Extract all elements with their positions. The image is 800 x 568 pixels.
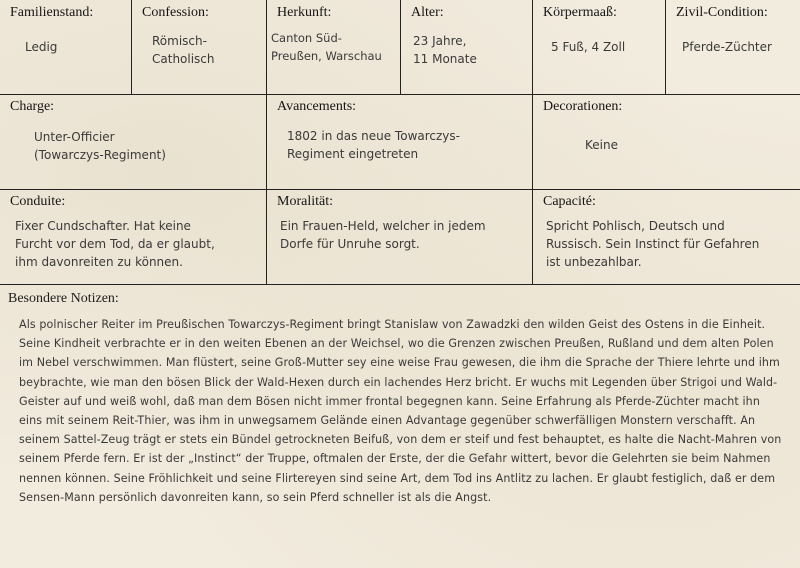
cell-familienstand [0,0,132,94]
cell-alter [401,0,533,94]
moralitaet-label: Moralität: [277,194,333,209]
charge-value: Unter-Officier (Towarczys-Regiment) [34,130,166,162]
conduite-label: Conduite: [10,194,66,209]
cell-zivil-condition [666,0,800,94]
cell-conduite [0,189,267,284]
notes-label: Besondere Notizen: [8,291,119,306]
herkunft-label: Herkunft: [277,5,332,20]
row-service [0,94,800,190]
charge-label: Charge: [10,99,55,114]
alter-value: 23 Jahre, 11 Monate [413,34,477,66]
cell-koerpermaass [533,0,666,94]
cell-avancements [267,94,533,189]
notes-text: Als polnischer Reiter im Preußischen Towarczys-Regiment bringt Stanislaw von Zawadzki den wilden Geist des Ostens in die Einheit. Seine Kindheit verbrachte er in den weiten Ebenen an der Weichsel, wo die Grenzen zwischen Preußen, Rußland und dem alten Polen im Nebel verschwimmen. Man flüstert, seine Groß-Mutter sey eine weise Frau gewesen, die ihm die Sprache der Thiere lehrte und ihm beybrachte, wie man den bösen Blick der Wald-Hexen durch ein lachendes Herz bricht. Er wuchs mit Legenden über Strigoi und Wald-Geister auf und weiß wohl, daß man dem Bösen nicht immer frontal begegnen kann. Seine Erfahrung als Pferde-Züchter macht ihn eins mit seinem Reit-Thier, was ihm in unwegsamem Gelände einen Advantage gegenüber schwerfälligen Monstern verschafft. An seinem Sattel-Zeug trägt er stets ein Bündel getrockneten Beifuß, von dem er steif und fest behauptet, es halte die Nacht-Mahren von seinem Pferde fern. Er ist der „Instinct“ der Truppe, oftmalen der Erste, der die Gefahr wittert, bevor die Gelehrten sie beim Nahmen nennen können. Seine Fröhlichkeit und seine Flirtereyen sind seine Art, dem Tod ins Antlitz zu lachen. Er glaubt festiglich, daß er dem Sensen-Mann persönlich davonreiten kann, so sein Pferd schneller ist als die Angst. [19,318,782,504]
capacitaet-value: Spricht Pohlisch, Deutsch und Russisch. Sein Instinct für Gefahren ist unbezahlbar. [546,219,760,269]
koerpermaass-value: 5 Fuß, 4 Zoll [551,40,626,54]
cell-confession [132,0,267,94]
zivil-condition-value: Pferde-Züchter [682,40,772,54]
familienstand-value: Ledig [25,40,58,54]
avancements-label: Avancements: [277,99,357,114]
moralitaet-value: Ein Frauen-Held, welcher in jedem Dorfe für Unruhe sorgt. [280,219,486,251]
cell-charge [0,94,267,189]
cell-capacitaet [533,189,800,284]
familienstand-label: Familienstand: [10,5,94,20]
cell-decorationen [533,94,800,189]
decorationen-label: Decorationen: [543,99,623,114]
confession-label: Confession: [142,5,209,20]
row-personal [0,0,800,95]
confession-value: Römisch- Catholisch [152,34,215,66]
koerpermaass-label: Körpermaaß: [543,5,617,20]
zivil-condition-label: Zivil-Condition: [676,5,768,20]
cell-moralitaet [267,189,533,284]
alter-label: Alter: [411,5,444,20]
avancements-value: 1802 in das neue Towarczys- Regiment eingetreten [287,129,460,161]
capacitaet-label: Capacité: [543,194,596,209]
conduite-value: Fixer Cundschafter. Hat keine Furcht vor dem Tod, da er glaubt, ihm davonreiten zu können. [15,219,215,269]
decorationen-value: Keine [585,138,618,152]
row-character [0,189,800,285]
cell-herkunft [267,0,401,94]
herkunft-value: Canton Süd- Preußen, Warschau [271,31,382,63]
